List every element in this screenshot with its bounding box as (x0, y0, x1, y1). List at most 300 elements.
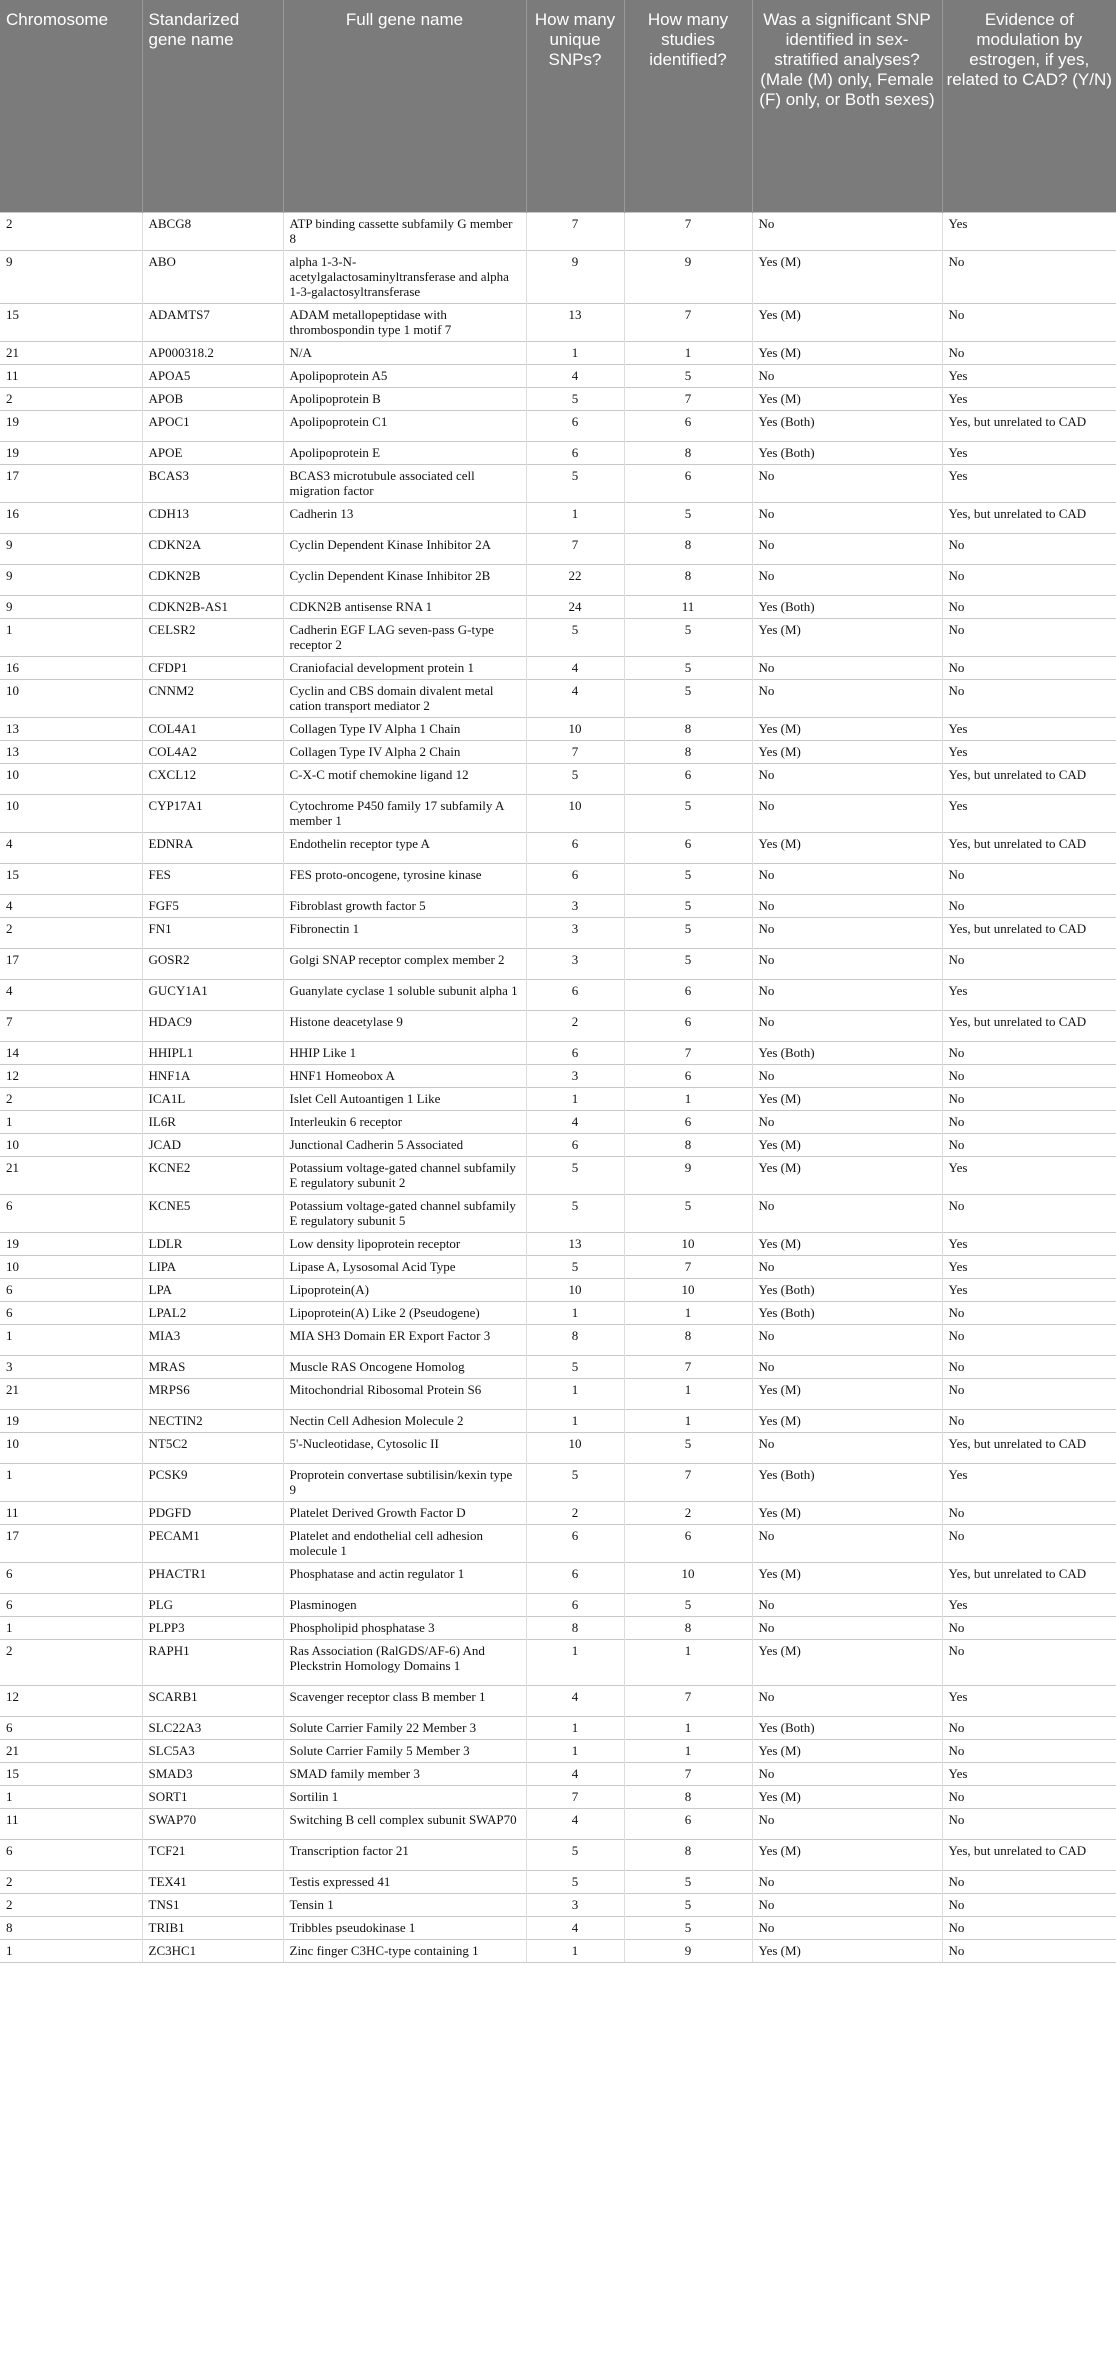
table-row (0, 441, 1116, 464)
unique-snps-cell: 13 (526, 303, 624, 341)
studies-count-cell: 5 (624, 1893, 752, 1916)
studies-count-cell: 1 (624, 1639, 752, 1685)
sex-stratified-cell: Yes (Both) (752, 1716, 942, 1739)
estrogen-evidence-cell: Yes (942, 1685, 1116, 1716)
unique-snps-cell: 5 (526, 1839, 624, 1870)
chromosome-cell: 10 (0, 1133, 142, 1156)
sex-stratified-cell: No (752, 763, 942, 794)
sex-stratified-cell: No (752, 1355, 942, 1378)
estrogen-evidence-cell: Yes (942, 1278, 1116, 1301)
table-row (0, 1808, 1116, 1839)
unique-snps-cell: 5 (526, 1194, 624, 1232)
estrogen-evidence-cell: Yes, but unrelated to CAD (942, 1562, 1116, 1593)
estrogen-evidence-cell: Yes, but unrelated to CAD (942, 917, 1116, 948)
table-row (0, 1194, 1116, 1232)
sex-stratified-cell: Yes (M) (752, 1378, 942, 1409)
studies-count-cell: 2 (624, 1501, 752, 1524)
gene-symbol-cell: EDNRA (142, 832, 283, 863)
unique-snps-cell: 3 (526, 1893, 624, 1916)
estrogen-evidence-cell: Yes, but unrelated to CAD (942, 502, 1116, 533)
chromosome-cell: 9 (0, 564, 142, 595)
gene-symbol-cell: RAPH1 (142, 1639, 283, 1685)
gene-symbol-cell: IL6R (142, 1110, 283, 1133)
sex-stratified-cell: Yes (M) (752, 1232, 942, 1255)
chromosome-cell: 19 (0, 410, 142, 441)
full-gene-name-cell: FES proto-oncogene, tyrosine kinase (283, 863, 526, 894)
studies-count-cell: 8 (624, 564, 752, 595)
gene-symbol-cell: CELSR2 (142, 618, 283, 656)
gene-symbol-cell: SLC5A3 (142, 1739, 283, 1762)
sex-stratified-cell: No (752, 917, 942, 948)
chromosome-cell: 10 (0, 1432, 142, 1463)
table-row (0, 502, 1116, 533)
estrogen-evidence-cell: No (942, 1939, 1116, 1962)
unique-snps-cell: 3 (526, 1064, 624, 1087)
sex-stratified-cell: No (752, 212, 942, 250)
unique-snps-cell: 10 (526, 1432, 624, 1463)
sex-stratified-cell: Yes (M) (752, 717, 942, 740)
studies-count-cell: 8 (624, 441, 752, 464)
chromosome-cell: 15 (0, 863, 142, 894)
unique-snps-cell: 6 (526, 863, 624, 894)
estrogen-evidence-cell: No (942, 1110, 1116, 1133)
unique-snps-cell: 3 (526, 894, 624, 917)
studies-count-cell: 8 (624, 1839, 752, 1870)
unique-snps-cell: 8 (526, 1616, 624, 1639)
sex-stratified-cell: Yes (M) (752, 1639, 942, 1685)
gene-symbol-cell: LDLR (142, 1232, 283, 1255)
studies-count-cell: 5 (624, 1916, 752, 1939)
estrogen-evidence-cell: No (942, 1087, 1116, 1110)
sex-stratified-cell: No (752, 1593, 942, 1616)
table-row (0, 1255, 1116, 1278)
table-row (0, 1870, 1116, 1893)
estrogen-evidence-cell: Yes (942, 464, 1116, 502)
full-gene-name-cell: Cadherin 13 (283, 502, 526, 533)
table-row (0, 618, 1116, 656)
studies-count-cell: 1 (624, 1301, 752, 1324)
unique-snps-cell: 5 (526, 1870, 624, 1893)
estrogen-evidence-cell: Yes (942, 1255, 1116, 1278)
chromosome-cell: 9 (0, 595, 142, 618)
full-gene-name-cell: Cyclin Dependent Kinase Inhibitor 2B (283, 564, 526, 595)
sex-stratified-cell: Yes (M) (752, 832, 942, 863)
studies-count-cell: 9 (624, 1939, 752, 1962)
estrogen-evidence-cell: No (942, 863, 1116, 894)
estrogen-evidence-cell: No (942, 1324, 1116, 1355)
chromosome-cell: 21 (0, 1156, 142, 1194)
table-row (0, 1301, 1116, 1324)
table-row (0, 1716, 1116, 1739)
unique-snps-cell: 4 (526, 656, 624, 679)
gene-symbol-cell: LPAL2 (142, 1301, 283, 1324)
estrogen-evidence-cell: No (942, 1355, 1116, 1378)
gene-symbol-cell: ADAMTS7 (142, 303, 283, 341)
studies-count-cell: 5 (624, 679, 752, 717)
full-gene-name-cell: Sortilin 1 (283, 1785, 526, 1808)
sex-stratified-cell: No (752, 979, 942, 1010)
unique-snps-cell: 6 (526, 832, 624, 863)
chromosome-cell: 21 (0, 1739, 142, 1762)
sex-stratified-cell: Yes (M) (752, 1939, 942, 1962)
studies-count-cell: 1 (624, 1739, 752, 1762)
chromosome-cell: 10 (0, 679, 142, 717)
chromosome-cell: 2 (0, 212, 142, 250)
chromosome-cell: 7 (0, 1010, 142, 1041)
sex-stratified-cell: No (752, 564, 942, 595)
sex-stratified-cell: Yes (M) (752, 740, 942, 763)
full-gene-name-cell: Cytochrome P450 family 17 subfamily A member 1 (283, 794, 526, 832)
table-row (0, 1593, 1116, 1616)
estrogen-evidence-cell: Yes (942, 1762, 1116, 1785)
studies-count-cell: 5 (624, 794, 752, 832)
unique-snps-cell: 5 (526, 1463, 624, 1501)
table-row (0, 1524, 1116, 1562)
chromosome-cell: 2 (0, 387, 142, 410)
sex-stratified-cell: Yes (Both) (752, 1463, 942, 1501)
studies-count-cell: 5 (624, 863, 752, 894)
chromosome-cell: 6 (0, 1562, 142, 1593)
unique-snps-cell: 13 (526, 1232, 624, 1255)
estrogen-evidence-cell: Yes, but unrelated to CAD (942, 1010, 1116, 1041)
unique-snps-cell: 4 (526, 1762, 624, 1785)
full-gene-name-cell: Endothelin receptor type A (283, 832, 526, 863)
table-row (0, 250, 1116, 303)
table-row (0, 894, 1116, 917)
sex-stratified-cell: No (752, 894, 942, 917)
estrogen-evidence-cell: Yes (942, 1232, 1116, 1255)
table-row (0, 832, 1116, 863)
sex-stratified-cell: Yes (M) (752, 1562, 942, 1593)
studies-count-cell: 6 (624, 1524, 752, 1562)
sex-stratified-cell: Yes (Both) (752, 1301, 942, 1324)
chromosome-cell: 1 (0, 618, 142, 656)
table-row (0, 1501, 1116, 1524)
gene-symbol-cell: COL4A1 (142, 717, 283, 740)
gene-symbol-cell: APOE (142, 441, 283, 464)
chromosome-cell: 10 (0, 763, 142, 794)
studies-count-cell: 7 (624, 1685, 752, 1716)
table-row (0, 364, 1116, 387)
chromosome-cell: 17 (0, 948, 142, 979)
full-gene-name-cell: ADAM metallopeptidase with thrombospondin type 1 motif 7 (283, 303, 526, 341)
full-gene-name-cell: Apolipoprotein A5 (283, 364, 526, 387)
table-row (0, 717, 1116, 740)
table-row (0, 1939, 1116, 1962)
full-gene-name-cell: Solute Carrier Family 22 Member 3 (283, 1716, 526, 1739)
unique-snps-cell: 1 (526, 1939, 624, 1962)
studies-count-cell: 5 (624, 1432, 752, 1463)
full-gene-name-cell: Fibronectin 1 (283, 917, 526, 948)
gene-symbol-cell: HDAC9 (142, 1010, 283, 1041)
table-row (0, 1463, 1116, 1501)
unique-snps-cell: 8 (526, 1324, 624, 1355)
sex-stratified-cell: Yes (Both) (752, 441, 942, 464)
table-row (0, 595, 1116, 618)
unique-snps-cell: 24 (526, 595, 624, 618)
chromosome-cell: 15 (0, 1762, 142, 1785)
estrogen-evidence-cell: Yes (942, 794, 1116, 832)
full-gene-name-cell: Platelet Derived Growth Factor D (283, 1501, 526, 1524)
studies-count-cell: 6 (624, 1110, 752, 1133)
sex-stratified-cell: No (752, 1893, 942, 1916)
unique-snps-cell: 4 (526, 1808, 624, 1839)
estrogen-evidence-cell: No (942, 1378, 1116, 1409)
full-gene-name-cell: Guanylate cyclase 1 soluble subunit alpha 1 (283, 979, 526, 1010)
estrogen-evidence-cell: No (942, 1785, 1116, 1808)
estrogen-evidence-cell: Yes (942, 1593, 1116, 1616)
studies-count-cell: 8 (624, 717, 752, 740)
chromosome-cell: 21 (0, 341, 142, 364)
gene-symbol-cell: ICA1L (142, 1087, 283, 1110)
sex-stratified-cell: No (752, 1616, 942, 1639)
studies-count-cell: 9 (624, 1156, 752, 1194)
estrogen-evidence-cell: No (942, 618, 1116, 656)
full-gene-name-cell: Tribbles pseudokinase 1 (283, 1916, 526, 1939)
table-row (0, 533, 1116, 564)
chromosome-cell: 11 (0, 1808, 142, 1839)
table-row (0, 979, 1116, 1010)
gene-symbol-cell: PHACTR1 (142, 1562, 283, 1593)
table-row (0, 1232, 1116, 1255)
sex-stratified-cell: Yes (Both) (752, 595, 942, 618)
studies-count-cell: 5 (624, 502, 752, 533)
table-row (0, 948, 1116, 979)
estrogen-evidence-cell: No (942, 656, 1116, 679)
table-header (0, 0, 1116, 212)
gene-symbol-cell: GUCY1A1 (142, 979, 283, 1010)
table-row (0, 1916, 1116, 1939)
unique-snps-cell: 1 (526, 1087, 624, 1110)
chromosome-cell: 4 (0, 979, 142, 1010)
gene-symbol-cell: COL4A2 (142, 740, 283, 763)
unique-snps-cell: 3 (526, 948, 624, 979)
chromosome-cell: 8 (0, 1916, 142, 1939)
gene-symbol-cell: CDH13 (142, 502, 283, 533)
gene-symbol-cell: PECAM1 (142, 1524, 283, 1562)
chromosome-cell: 16 (0, 502, 142, 533)
table-row (0, 410, 1116, 441)
sex-stratified-cell: Yes (M) (752, 1087, 942, 1110)
studies-count-cell: 7 (624, 1463, 752, 1501)
estrogen-evidence-cell: No (942, 1064, 1116, 1087)
studies-count-cell: 10 (624, 1278, 752, 1301)
studies-count-cell: 5 (624, 917, 752, 948)
studies-count-cell: 5 (624, 1194, 752, 1232)
studies-count-cell: 5 (624, 656, 752, 679)
gene-symbol-cell: NT5C2 (142, 1432, 283, 1463)
studies-count-cell: 6 (624, 410, 752, 441)
unique-snps-cell: 22 (526, 564, 624, 595)
estrogen-evidence-cell: No (942, 1409, 1116, 1432)
gene-symbol-cell: LIPA (142, 1255, 283, 1278)
header-unique-snps: How many unique SNPs? (526, 0, 624, 212)
unique-snps-cell: 4 (526, 1110, 624, 1133)
studies-count-cell: 6 (624, 1010, 752, 1041)
chromosome-cell: 1 (0, 1939, 142, 1962)
full-gene-name-cell: N/A (283, 341, 526, 364)
sex-stratified-cell: Yes (M) (752, 303, 942, 341)
gene-symbol-cell: PLG (142, 1593, 283, 1616)
estrogen-evidence-cell: No (942, 1893, 1116, 1916)
estrogen-evidence-cell: Yes, but unrelated to CAD (942, 832, 1116, 863)
estrogen-evidence-cell: Yes, but unrelated to CAD (942, 763, 1116, 794)
sex-stratified-cell: No (752, 1255, 942, 1278)
estrogen-evidence-cell: Yes (942, 717, 1116, 740)
studies-count-cell: 10 (624, 1232, 752, 1255)
studies-count-cell: 6 (624, 1064, 752, 1087)
studies-count-cell: 8 (624, 1324, 752, 1355)
chromosome-cell: 12 (0, 1685, 142, 1716)
table-row (0, 1110, 1116, 1133)
header-standardized-gene-name: Standarized gene name (142, 0, 283, 212)
full-gene-name-cell: Potassium voltage-gated channel subfamily E regulatory subunit 5 (283, 1194, 526, 1232)
table-row (0, 464, 1116, 502)
table-row (0, 1562, 1116, 1593)
chromosome-cell: 6 (0, 1278, 142, 1301)
unique-snps-cell: 1 (526, 1378, 624, 1409)
table-row (0, 1762, 1116, 1785)
full-gene-name-cell: Switching B cell complex subunit SWAP70 (283, 1808, 526, 1839)
table-row (0, 1133, 1116, 1156)
studies-count-cell: 8 (624, 533, 752, 564)
chromosome-cell: 1 (0, 1324, 142, 1355)
full-gene-name-cell: Apolipoprotein C1 (283, 410, 526, 441)
chromosome-cell: 2 (0, 917, 142, 948)
full-gene-name-cell: Apolipoprotein E (283, 441, 526, 464)
sex-stratified-cell: Yes (Both) (752, 1278, 942, 1301)
sex-stratified-cell: No (752, 1324, 942, 1355)
full-gene-name-cell: Platelet and endothelial cell adhesion molecule 1 (283, 1524, 526, 1562)
full-gene-name-cell: Solute Carrier Family 5 Member 3 (283, 1739, 526, 1762)
estrogen-evidence-cell: No (942, 1870, 1116, 1893)
chromosome-cell: 2 (0, 1893, 142, 1916)
full-gene-name-cell: Collagen Type IV Alpha 1 Chain (283, 717, 526, 740)
estrogen-evidence-cell: No (942, 1501, 1116, 1524)
full-gene-name-cell: Phosphatase and actin regulator 1 (283, 1562, 526, 1593)
studies-count-cell: 1 (624, 1409, 752, 1432)
gene-symbol-cell: MIA3 (142, 1324, 283, 1355)
full-gene-name-cell: 5'-Nucleotidase, Cytosolic II (283, 1432, 526, 1463)
chromosome-cell: 9 (0, 250, 142, 303)
studies-count-cell: 5 (624, 1870, 752, 1893)
estrogen-evidence-cell: No (942, 250, 1116, 303)
chromosome-cell: 2 (0, 1870, 142, 1893)
gene-symbol-cell: MRPS6 (142, 1378, 283, 1409)
header-sex-stratified: Was a significant SNP identified in sex-stratified analyses? (Male (M) only, Female (F) only, or Both sexes) (752, 0, 942, 212)
sex-stratified-cell: No (752, 656, 942, 679)
gene-symbol-cell: CYP17A1 (142, 794, 283, 832)
gene-symbol-cell: ABCG8 (142, 212, 283, 250)
full-gene-name-cell: Islet Cell Autoantigen 1 Like (283, 1087, 526, 1110)
unique-snps-cell: 5 (526, 1156, 624, 1194)
sex-stratified-cell: Yes (M) (752, 387, 942, 410)
chromosome-cell: 6 (0, 1301, 142, 1324)
estrogen-evidence-cell: Yes (942, 212, 1116, 250)
gene-symbol-cell: HHIPL1 (142, 1041, 283, 1064)
chromosome-cell: 11 (0, 1501, 142, 1524)
table-row (0, 1355, 1116, 1378)
unique-snps-cell: 10 (526, 717, 624, 740)
estrogen-evidence-cell: No (942, 341, 1116, 364)
table-row (0, 1639, 1116, 1685)
estrogen-evidence-cell: Yes (942, 441, 1116, 464)
chromosome-cell: 12 (0, 1064, 142, 1087)
studies-count-cell: 1 (624, 1716, 752, 1739)
sex-stratified-cell: No (752, 1762, 942, 1785)
chromosome-cell: 1 (0, 1110, 142, 1133)
full-gene-name-cell: Transcription factor 21 (283, 1839, 526, 1870)
sex-stratified-cell: No (752, 533, 942, 564)
table-row (0, 1739, 1116, 1762)
chromosome-cell: 9 (0, 533, 142, 564)
unique-snps-cell: 1 (526, 502, 624, 533)
gene-symbol-cell: KCNE5 (142, 1194, 283, 1232)
full-gene-name-cell: SMAD family member 3 (283, 1762, 526, 1785)
sex-stratified-cell: No (752, 1808, 942, 1839)
studies-count-cell: 6 (624, 1808, 752, 1839)
table-row (0, 1064, 1116, 1087)
studies-count-cell: 8 (624, 1785, 752, 1808)
estrogen-evidence-cell: Yes, but unrelated to CAD (942, 1839, 1116, 1870)
table-row (0, 341, 1116, 364)
chromosome-cell: 2 (0, 1639, 142, 1685)
full-gene-name-cell: MIA SH3 Domain ER Export Factor 3 (283, 1324, 526, 1355)
gene-symbol-cell: PDGFD (142, 1501, 283, 1524)
studies-count-cell: 6 (624, 979, 752, 1010)
estrogen-evidence-cell: No (942, 1194, 1116, 1232)
estrogen-evidence-cell: Yes (942, 740, 1116, 763)
full-gene-name-cell: C-X-C motif chemokine ligand 12 (283, 763, 526, 794)
table-row (0, 212, 1116, 250)
table-row (0, 303, 1116, 341)
estrogen-evidence-cell: No (942, 1616, 1116, 1639)
chromosome-cell: 1 (0, 1463, 142, 1501)
full-gene-name-cell: Fibroblast growth factor 5 (283, 894, 526, 917)
studies-count-cell: 7 (624, 1041, 752, 1064)
chromosome-cell: 3 (0, 1355, 142, 1378)
estrogen-evidence-cell: No (942, 1716, 1116, 1739)
estrogen-evidence-cell: No (942, 564, 1116, 595)
estrogen-evidence-cell: No (942, 1808, 1116, 1839)
studies-count-cell: 8 (624, 740, 752, 763)
header-full-gene-name: Full gene name (283, 0, 526, 212)
studies-count-cell: 9 (624, 250, 752, 303)
studies-count-cell: 5 (624, 1593, 752, 1616)
table-row (0, 1409, 1116, 1432)
full-gene-name-cell: HHIP Like 1 (283, 1041, 526, 1064)
table-row (0, 1685, 1116, 1716)
chromosome-cell: 10 (0, 794, 142, 832)
estrogen-evidence-cell: Yes, but unrelated to CAD (942, 410, 1116, 441)
unique-snps-cell: 4 (526, 679, 624, 717)
chromosome-cell: 19 (0, 1409, 142, 1432)
estrogen-evidence-cell: Yes (942, 1463, 1116, 1501)
gene-symbol-cell: JCAD (142, 1133, 283, 1156)
table-row (0, 1087, 1116, 1110)
sex-stratified-cell: No (752, 1870, 942, 1893)
full-gene-name-cell: Potassium voltage-gated channel subfamily E regulatory subunit 2 (283, 1156, 526, 1194)
gene-symbol-cell: SCARB1 (142, 1685, 283, 1716)
sex-stratified-cell: No (752, 948, 942, 979)
chromosome-cell: 13 (0, 740, 142, 763)
sex-stratified-cell: No (752, 1432, 942, 1463)
sex-stratified-cell: Yes (M) (752, 1839, 942, 1870)
chromosome-cell: 19 (0, 441, 142, 464)
gene-symbol-cell: SWAP70 (142, 1808, 283, 1839)
full-gene-name-cell: Lipoprotein(A) (283, 1278, 526, 1301)
table-row (0, 1156, 1116, 1194)
